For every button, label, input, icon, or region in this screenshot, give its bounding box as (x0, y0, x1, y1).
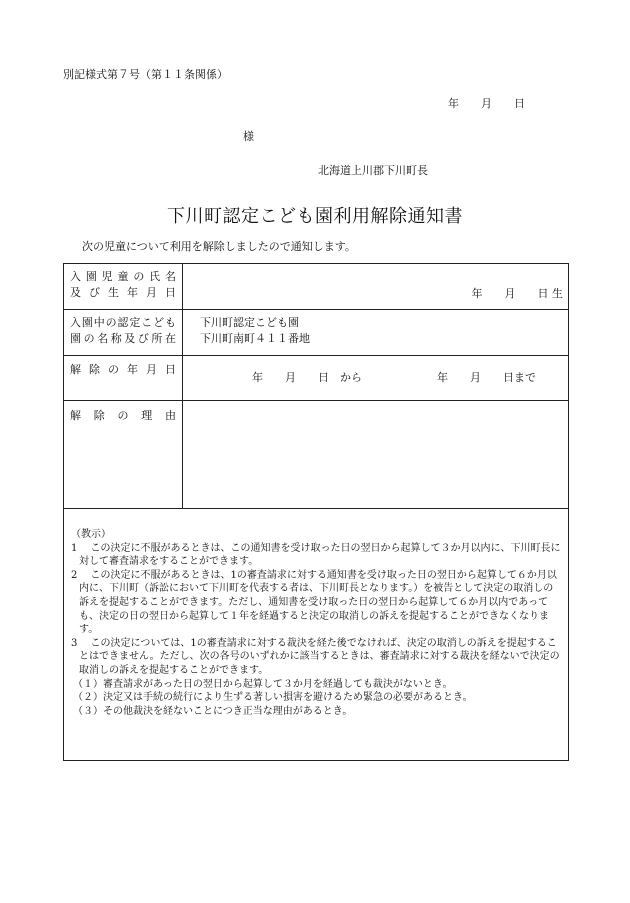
instructions-section (71, 528, 561, 718)
label-facility-line2: 園の名称及び所在 (70, 332, 176, 345)
label-child-name (70, 269, 176, 301)
cancel-from-date: 年 月 日 から (252, 371, 362, 384)
issuer-name: 北海道上川郡下川町長 (318, 164, 428, 177)
label-child-name-line2: 及び生年月日 (70, 286, 176, 299)
facility-name: 下川町認定こども園 (200, 316, 299, 329)
label-facility (70, 315, 176, 347)
label-cancel-date: 解除の年月日 (70, 363, 176, 376)
column-divider (182, 264, 183, 508)
label-cancel-reason: 解除の理由 (70, 409, 176, 422)
cancel-to-date: 年 月 日まで (437, 371, 536, 384)
instructions-heading: （教示） (71, 529, 111, 540)
instruction-subitem: （２）決定又は手続の続行により生ずる著しい損害を避けるため緊急の必要があるとき。 (73, 692, 473, 704)
recipient-suffix: 様 (243, 130, 254, 143)
instruction-subitem: （３）その他裁決を経ないことにつき正当な理由があるとき。 (73, 705, 353, 717)
instruction-item: 3 この決定については、1の審査請求に対する裁決を経た後でなければ、決定の取消しの訴えを提起することはできません。ただし、次の各号のいずれかに該当するときは、審査請求に対する裁決を経ないで決定の取消しの訴えを提起することができます。 (71, 637, 560, 676)
facility-info (200, 315, 310, 347)
instruction-subitem: （１）審査請求があった日の翌日から起算して３か月を経過しても裁決がないとき。 (73, 678, 453, 690)
instruction-item: 2 この決定に不服があるときは、1の審査請求に対する通知書を受け取った日の翌日から起算して６か月以内に、下川町（訴訟において下川町を代表する者は、下川町長となります。）を被告として決定の取消しの訴えを提起することができます。ただし、通知書を受け取った日の翌日から起算して６か月以内であっても、決定の日の翌日から起算して１年を経過すると決定の取消しの訴えを提起することができなくなります。 (71, 569, 557, 636)
row-divider (64, 309, 568, 310)
form-number: 別記様式第７号（第１１条関係） (63, 68, 228, 81)
intro-text: 次の児童について利用を解除しましたので通知します。 (82, 240, 356, 253)
date-line: 年 月 日 (448, 97, 525, 110)
facility-address: 下川町南町４１１番地 (200, 332, 310, 345)
row-divider (64, 508, 568, 509)
row-divider (64, 355, 568, 356)
label-child-name-line1: 入園児童の氏名 (70, 270, 176, 283)
birth-date-field: 年 月 日 生 (471, 287, 563, 300)
notice-form-table (63, 263, 569, 761)
row-divider (64, 400, 568, 401)
page-title: 下川町認定こども園利用解除通知書 (167, 206, 463, 227)
instruction-item: 1 この決定に不服があるときは、この通知書を受け取った日の翌日から起算して３か月以内に、下川町長に対して審査請求をすることができます。 (71, 542, 561, 568)
label-facility-line1: 入園中の認定こども (70, 316, 176, 329)
